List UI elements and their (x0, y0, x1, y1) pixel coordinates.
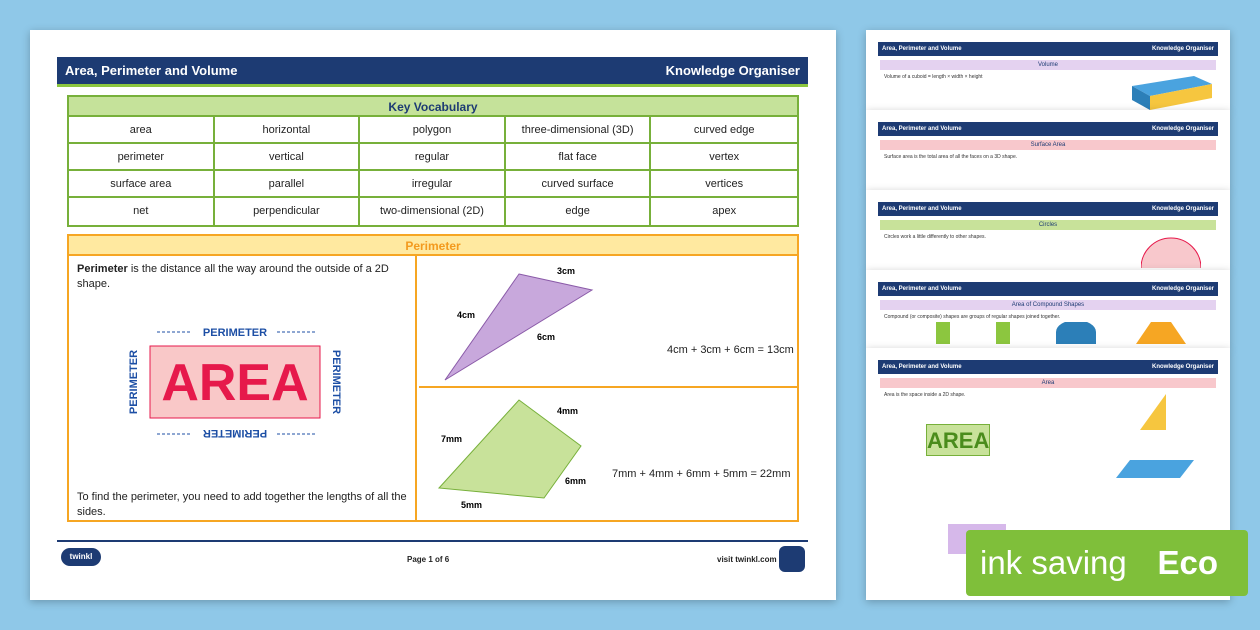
preview-section-title: Surface Area (880, 140, 1216, 150)
triangle-example (419, 256, 797, 388)
preview-header (878, 202, 1218, 216)
preview-section-title: Circles (880, 220, 1216, 230)
ink-saving-banner (966, 530, 1248, 596)
preview-page-circles[interactable] (866, 190, 1230, 270)
main-page (30, 30, 836, 600)
compound-shapes-icon (906, 322, 1206, 344)
perimeter-label-top: PERIMETER (202, 327, 268, 339)
area-label: AREA (161, 354, 309, 412)
perimeter-definition-box (69, 256, 417, 520)
preview-title: Area, Perimeter and Volume (882, 206, 962, 212)
preview-line: Compound (or composite) shapes are groups of regular shapes joined together. (884, 314, 1061, 320)
vocab-cell: horizontal (215, 117, 361, 144)
vocab-cell: edge (506, 198, 652, 225)
quadrilateral-example (419, 390, 797, 520)
vocab-cell: area (69, 117, 215, 144)
triangle-side-c: 6cm (537, 332, 556, 342)
preview-subtitle: Knowledge Organiser (1151, 206, 1214, 212)
preview-line: Volume of a cuboid = length × width × height (884, 74, 983, 80)
perimeter-instruction: To find the perimeter, you need to add together the lengths of all the sides. (77, 491, 407, 518)
preview-title: Area, Perimeter and Volume (882, 126, 962, 132)
triangle-shape (445, 274, 592, 380)
page-number: Page 1 of 6 (407, 555, 450, 564)
preview-line: Area is the space inside a 2D shape. (884, 392, 966, 398)
definition-text: is the distance all the way around the outside of a 2D shape. (77, 263, 389, 290)
vocab-cell: surface area (69, 171, 215, 198)
perimeter-section (67, 234, 799, 522)
vocab-cell: curved surface (506, 171, 652, 198)
vocabulary-table (67, 95, 799, 227)
site-link[interactable]: visit twinkl.com (717, 555, 777, 564)
preview-page-volume[interactable] (866, 30, 1230, 110)
perimeter-title: Perimeter (69, 236, 797, 256)
quad-side-b: 7mm (441, 434, 463, 444)
triangle-equation: 4cm + 3cm + 6cm = 13cm (667, 344, 794, 356)
preview-section-title: Area of Compound Shapes (880, 300, 1216, 310)
vocab-cell: flat face (506, 144, 652, 171)
preview-header (878, 360, 1218, 374)
vocab-cell: two-dimensional (2D) (360, 198, 506, 225)
vocabulary-title: Key Vocabulary (69, 97, 797, 117)
page-title: Area, Perimeter and Volume (65, 63, 238, 78)
preview-header (878, 122, 1218, 136)
page-subtitle: Knowledge Organiser (665, 63, 800, 78)
vocab-cell: three-dimensional (3D) (506, 117, 652, 144)
eco-tag: Eco (1157, 544, 1218, 581)
perimeter-label-left: PERIMETER (128, 349, 140, 415)
vocab-cell: vertical (215, 144, 361, 171)
quad-side-c: 6mm (565, 476, 587, 486)
perimeter-area-diagram (77, 318, 407, 458)
perimeter-label-right: PERIMETER (330, 349, 342, 415)
preview-subtitle: Knowledge Organiser (1151, 46, 1214, 52)
preview-title: Area, Perimeter and Volume (882, 364, 962, 370)
vocab-cell: parallel (215, 171, 361, 198)
vocab-cell: regular (360, 144, 506, 171)
page-header (57, 57, 808, 87)
area-badge: AREA (926, 424, 990, 456)
preview-title: Area, Perimeter and Volume (882, 46, 962, 52)
perimeter-label-bottom: PERIMETER (202, 427, 268, 439)
vocab-cell: irregular (360, 171, 506, 198)
vocab-cell: perpendicular (215, 198, 361, 225)
vocab-cell: curved edge (651, 117, 797, 144)
cuboid-icon (1128, 72, 1218, 112)
quadrilateral-diagram (419, 390, 639, 520)
quad-side-d: 5mm (461, 500, 483, 510)
triangle-side-a: 3cm (557, 266, 576, 276)
triangle-icon (1136, 392, 1176, 432)
badge-icon (779, 546, 805, 572)
preview-subtitle: Knowledge Organiser (1151, 364, 1214, 370)
preview-line: Circles work a little differently to other shapes. (884, 234, 986, 240)
vocab-cell: net (69, 198, 215, 225)
preview-section-title: Volume (880, 60, 1216, 70)
preview-page-surface-area[interactable] (866, 110, 1230, 190)
preview-subtitle: Knowledge Organiser (1151, 126, 1214, 132)
quadrilateral-equation: 7mm + 4mm + 6mm + 5mm = 22mm (612, 468, 791, 480)
preview-page-compound[interactable] (866, 270, 1230, 348)
parallelogram-icon (1116, 460, 1196, 480)
vocab-cell: vertex (651, 144, 797, 171)
ink-saving-label: ink saving (980, 544, 1127, 581)
vocab-cell: perimeter (69, 144, 215, 171)
preview-header (878, 42, 1218, 56)
quad-side-a: 4mm (557, 406, 579, 416)
triangle-side-b: 4cm (457, 310, 476, 320)
preview-title: Area, Perimeter and Volume (882, 286, 962, 292)
twinkl-logo: twinkl (61, 548, 101, 566)
vocab-cell: vertices (651, 171, 797, 198)
page-footer (57, 540, 808, 578)
preview-line: Surface area is the total area of all the faces on a 3D shape. (884, 154, 1018, 160)
circle-icon (1141, 232, 1201, 268)
preview-subtitle: Knowledge Organiser (1151, 286, 1214, 292)
vocab-cell: polygon (360, 117, 506, 144)
vocabulary-grid (69, 117, 797, 225)
vocab-cell: apex (712, 205, 737, 217)
preview-header (878, 282, 1218, 296)
definition-term: Perimeter (77, 263, 128, 275)
triangle-diagram (419, 256, 649, 388)
preview-section-title: Area (880, 378, 1216, 388)
